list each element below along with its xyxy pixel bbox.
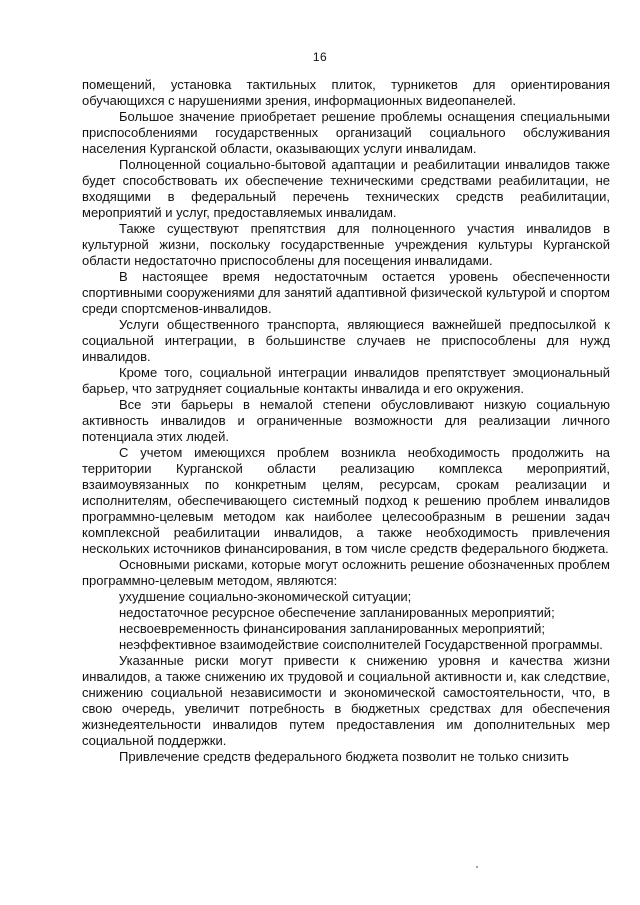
paragraph: Также существуют препятствия для полноценного участия инвалидов в культурной жизни, поскольку государственные учреждения культуры Курганской области недостаточно приспособлены для посещения инвалидами. <box>82 221 610 268</box>
paragraph: Все эти барьеры в немалой степени обусловливают низкую социальную активность инвалидов и ограниченные возможности для реализации личного потенциала этих людей. <box>82 397 610 444</box>
paragraph: Основными рисками, которые могут осложнить решение обозначенных проблем программно-целевым методом, являются: <box>82 557 610 588</box>
paragraph: Кроме того, социальной интеграции инвалидов препятствует эмоциональный барьер, что затрудняет социальные контакты инвалида и его окружения. <box>82 365 610 396</box>
paragraph: несвоевременность финансирования запланированных мероприятий; <box>119 621 545 636</box>
paragraph: Услуги общественного транспорта, являющиеся важнейшей предпосылкой к социальной интеграции, в большинстве случаев не приспособлены для нужд инвалидов. <box>82 317 610 364</box>
page-number: 16 <box>312 50 328 64</box>
paragraph: Указанные риски могут привести к снижению уровня и качества жизни инвалидов, а также снижению их трудовой и социальной активности и, как следствие, снижению социальной независимости и экономической самостоятельности, что, в свою очередь, увеличит потребность в бюджетных средствах для обеспечения жизнедеятельности инвалидов путем предоставления им дополнительных мер социальной поддержки. <box>82 653 610 748</box>
paragraph: Привлечение средств федерального бюджета позволит не только снизить <box>119 749 569 764</box>
paragraph: недостаточное ресурсное обеспечение запланированных мероприятий; <box>119 605 555 620</box>
paragraph: Полноценной социально-бытовой адаптации и реабилитации инвалидов также будет способствовать их обеспечение техническими средствами реабилитации, не входящими в федеральный перечень технических средств реабилитации, мероприятий и услуг, предоставляемых инвалидам. <box>82 157 610 220</box>
document-body <box>82 77 610 765</box>
paragraph: помещений, установка тактильных плиток, турникетов для ориентирования обучающихся с нарушениями зрения, информационных видеопанелей. <box>82 77 610 108</box>
paragraph: В настоящее время недостаточным остается уровень обеспеченности спортивными сооружениями для занятий адаптивной физической культурой и спортом среди спортсменов-инвалидов. <box>82 269 610 316</box>
paragraph: ухудшение социально-экономической ситуации; <box>119 589 412 604</box>
scan-speck <box>476 866 478 868</box>
paragraph: неэффективное взаимодействие соисполнителей Государственной программы. <box>119 637 603 652</box>
paragraph: С учетом имеющихся проблем возникла необходимость продолжить на территории Курганской области реализацию комплекса мероприятий, взаимоувязанных по конкретным целям, ресурсам, срокам реализации и исполнителям, обеспечивающего системный подход к решению проблем инвалидов программно-целевым методом как наиболее целесообразным в решении задач комплексной реабилитации инвалидов, а также необходимость привлечения нескольких источников финансирования, в том числе средств федерального бюджета. <box>82 445 610 556</box>
paragraph: Большое значение приобретает решение проблемы оснащения специальными приспособлениями государственных организаций социального обслуживания населения Курганской области, оказывающих услуги инвалидам. <box>82 109 610 156</box>
